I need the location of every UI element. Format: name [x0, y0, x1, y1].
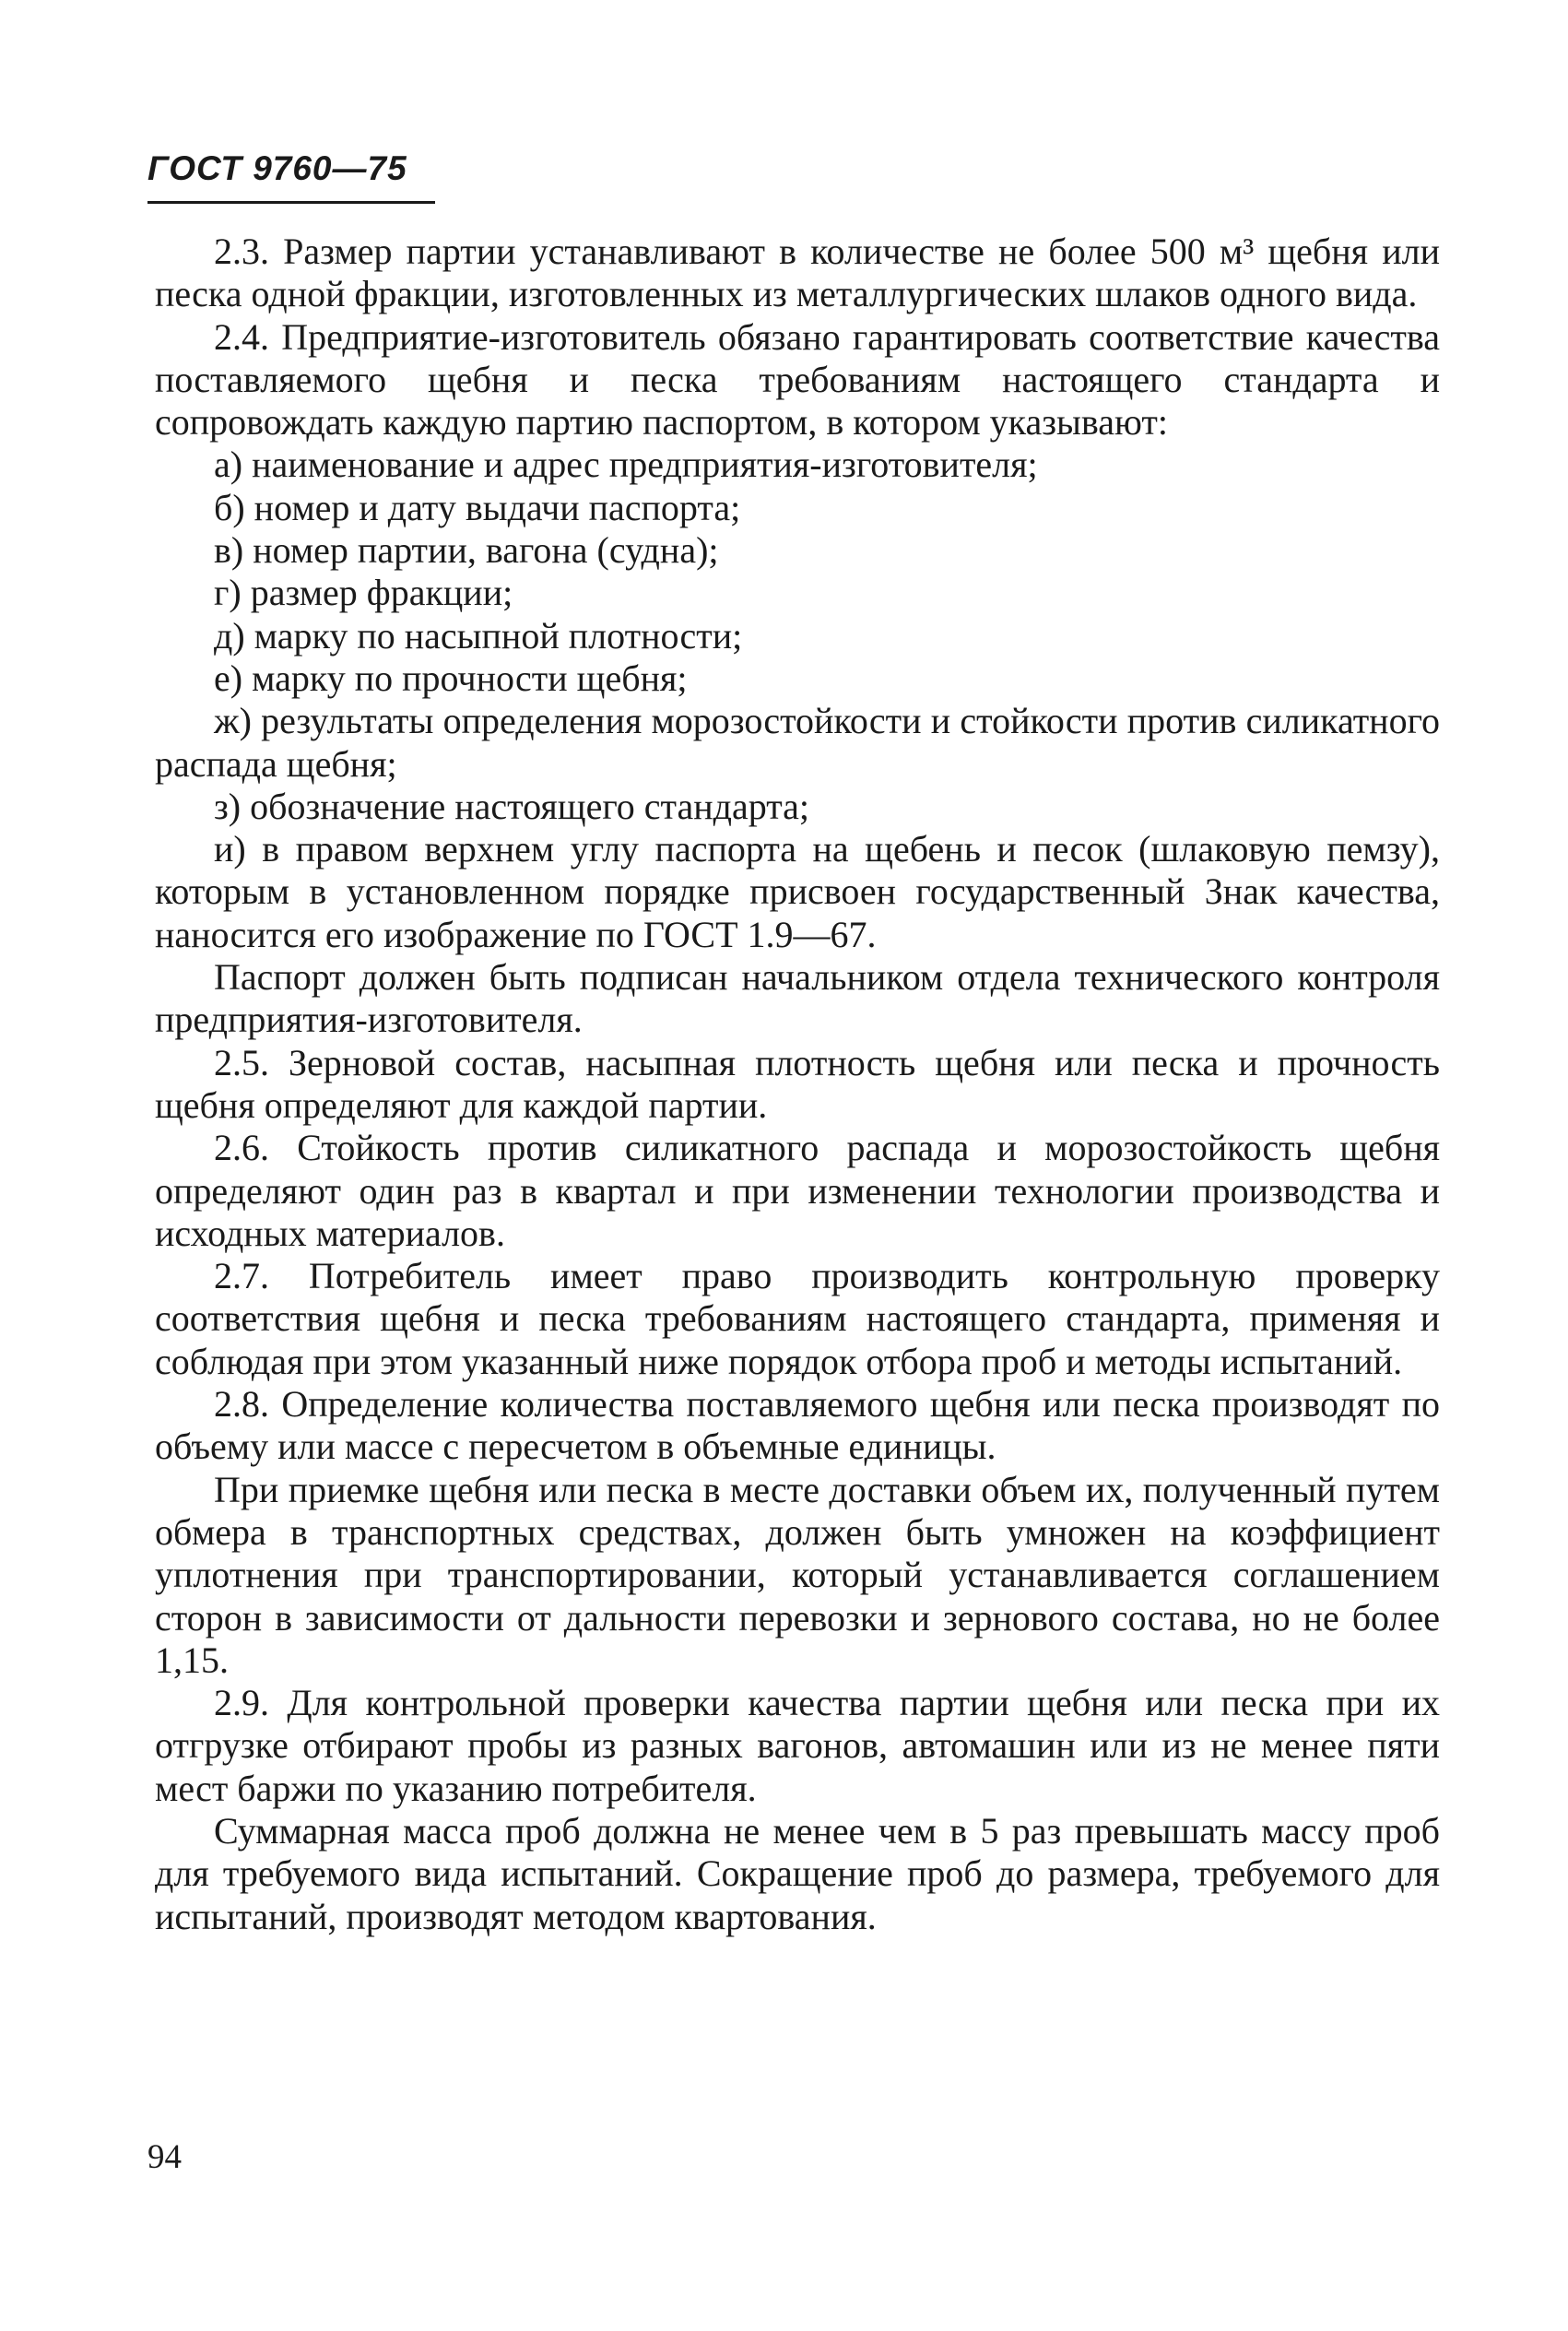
standard-header: ГОСТ 9760—75: [147, 149, 407, 187]
body-text: [155, 231, 1440, 1938]
list-item-i: и) в правом верхнем углу паспорта на щебень и песок (шлаковую пемзу), которым в установленном порядке присвоен государственный Знак качества, наносится его изображение по ГОСТ 1.9—67.: [155, 828, 1440, 955]
paragraph-passport-signature: Паспорт должен быть подписан начальником отдела технического контроля предприятия-изготовителя.: [155, 956, 1440, 1041]
list-item-a: а) наименование и адрес предприятия-изготовителя;: [214, 444, 1038, 486]
paragraph-2-9: 2.9. Для контрольной проверки качества партии щебня или песка при их отгрузке отбирают пробы из разных вагонов, автомашин или из не менее пяти мест баржи по указанию потребителя.: [155, 1682, 1440, 1809]
page-number: 94: [147, 2138, 182, 2176]
list-item-v: в) номер партии, вагона (судна);: [214, 529, 719, 572]
list-item-g: г) размер фракции;: [214, 572, 513, 614]
paragraph-2-6: 2.6. Стойкость против силикатного распада и морозостойкость щебня определяют один раз в квартал и при изменении технологии производства и исходных материалов.: [155, 1127, 1440, 1254]
list-item-e: е) марку по прочности щебня;: [214, 657, 688, 699]
paragraph-sample-mass: Суммарная масса проб должна не менее чем в 5 раз превышать массу проб для требуемого вида испытаний. Сокращение проб до размера, требуемого для испытаний, производят методом квартования.: [155, 1809, 1440, 1937]
header-rule: [147, 201, 435, 204]
list-item-d: д) марку по насыпной плотности;: [214, 614, 743, 657]
list-item-zh: ж) результаты определения морозостойкости и стойкости против силикатного распада щебня;: [155, 700, 1440, 785]
paragraph-2-7: 2.7. Потребитель имеет право производить контрольную проверку соответствия щебня и песка требованиям настоящего стандарта, применяя и соблюдая при этом указанный ниже порядок отбора проб и методы испытаний.: [155, 1255, 1440, 1382]
list-item-z: з) обозначение настоящего стандарта;: [214, 785, 810, 827]
list-item-b: б) номер и дату выдачи паспорта;: [214, 486, 741, 528]
paragraph-2-5: 2.5. Зерновой состав, насыпная плотность щебня или песка и прочность щебня определяют для каждой партии.: [155, 1041, 1440, 1126]
paragraph-2-3: 2.3. Размер партии устанавливают в количестве не более 500 м³ щебня или песка одной фракции, изготовленных из металлургических шлаков одного вида.: [155, 231, 1440, 315]
paragraph-2-8: 2.8. Определение количества поставляемого щебня или песка производят по объему или массе с пересчетом в объемные единицы.: [155, 1383, 1440, 1468]
paragraph-2-4: 2.4. Предприятие-изготовитель обязано гарантировать соответствие качества поставляемого щебня и песка требованиям настоящего стандарта и сопровождать каждую партию паспортом, в котором указывают:: [155, 315, 1440, 444]
paragraph-acceptance-volume: При приемке щебня или песка в месте доставки объем их, полученный путем обмера в транспортных средствах, должен быть умножен на коэффициент уплотнения при транспортировании, который устанавливается соглашением сторон в зависимости от дальности перевозки и зернового состава, но не более 1,15.: [155, 1468, 1440, 1681]
